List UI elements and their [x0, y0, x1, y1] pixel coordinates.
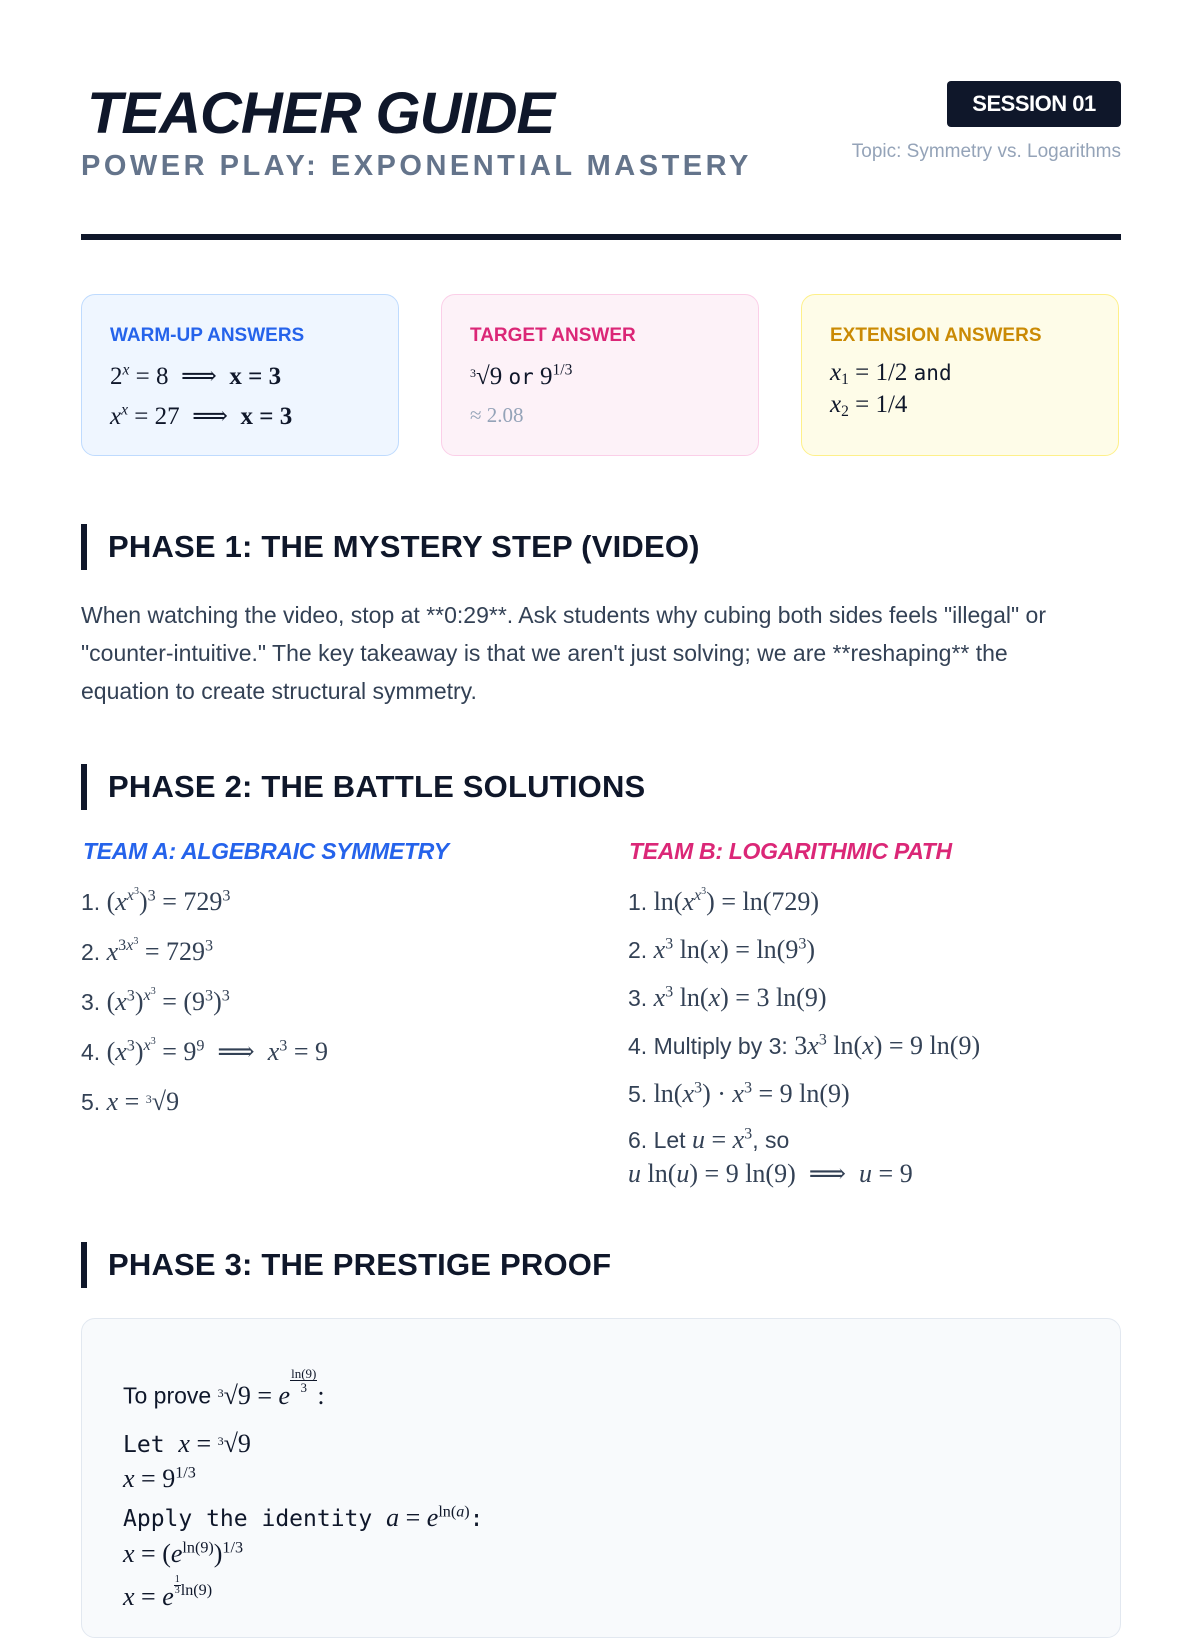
- team-b-step-2: 2. $x^3$ $\ln(x) = \ln(9^3)$: [628, 935, 816, 964]
- proof-let-label: Let: [123, 1432, 165, 1458]
- extension-answer-2: $x_2 = 1/4$: [830, 391, 908, 420]
- extension-answer-1: $x_1 = 1/2$ and: [830, 359, 952, 388]
- team-b-step-3: 3. $x^3$ ln(x) = 3 ln(9): [628, 983, 827, 1012]
- extension-answers-title: EXTENSION ANSWERS: [830, 325, 1042, 346]
- target-answer-title: TARGET ANSWER: [470, 325, 636, 346]
- team-b-step-5: 5. $\ln(x^3) \cdot x^3 = 9$ ln(9): [628, 1079, 850, 1108]
- target-answer-approx: ≈ 2.08: [470, 403, 524, 427]
- proof-line-power: $x = 9^{1/3}$: [123, 1464, 196, 1493]
- warmup-answers-title: WARM-UP ANSWERS: [110, 325, 305, 346]
- team-a-step-4: 4. $(x^3)^{x^3} = 9^9$ ⟹ $x^3 = 9$: [81, 1036, 328, 1066]
- proof-line-result: x = e $^{\frac{1}{3} ln(9)}$: [123, 1574, 213, 1611]
- team-a-step-1: 1. $(x^{x^3})^3 = 729^3$: [81, 886, 231, 916]
- topic-label: Topic: Symmetry vs. Logarithms: [851, 141, 1121, 162]
- proof-intro: To prove $^3$√9 = e $\frac{\ln(9)}{3}$ :: [123, 1366, 325, 1410]
- warmup-answer-2: $x^x = 27$ ⟹ x = 3: [110, 401, 293, 430]
- page-subtitle: POWER PLAY: EXPONENTIAL MASTERY: [81, 150, 752, 182]
- proof-line-identity: Apply the identity $a = e^{ln(a)}$:: [123, 1503, 484, 1532]
- proof-intro-label: To prove: [123, 1382, 212, 1409]
- proof-apply-label: Apply the identity: [123, 1506, 373, 1532]
- phase1-paragraph: When watching the video, stop at **0:29**. Ask students why cubing both sides feels "illegal" or "counter-intuitive." The key takeaway is that we aren't just solving; we are **reshaping** the equation to create structural symmetry.: [81, 602, 1047, 704]
- team-a-step-5: 5. x = $^3$√9: [81, 1087, 180, 1116]
- team-b-step-1: 1. $\ln(x^{x^3}) = \ln(729)$: [628, 886, 820, 916]
- team-b-step-6-cont: u ln(u) = 9 ln(9) ⟹ u = 9: [628, 1159, 913, 1188]
- warmup-answer-1: $2^x = 8$ ⟹ x = 3: [110, 361, 282, 390]
- team-a-title: TEAM A: ALGEBRAIC SYMMETRY: [83, 838, 449, 864]
- target-answer-value: $^3$√9 or $9^{1/3}$: [470, 361, 573, 390]
- team-a-step-2: 2. $x^{3x^3} = 729^3$: [81, 936, 214, 966]
- header-divider: [81, 234, 1121, 240]
- team-b-step-4: 4. Multiply by 3: $3x^3$ ln(x) = 9 ln(9): [628, 1031, 981, 1060]
- session-badge: SESSION 01: [947, 81, 1121, 127]
- prestige-proof-box: [81, 1318, 1121, 1638]
- proof-line-substitute: $x = (e^{ln(9)})^{1/3}$: [123, 1539, 244, 1568]
- team-b-step-6: 6. Let $u = x^3$, so: [628, 1125, 790, 1154]
- warmup-answers-card: [81, 294, 399, 456]
- extension-answers-card: [801, 294, 1119, 456]
- proof-line-let: Let x = $^3$√9: [123, 1429, 251, 1458]
- target-answer-card: [441, 294, 759, 456]
- phase1-heading: PHASE 1: THE MYSTERY STEP (VIDEO): [81, 524, 700, 570]
- team-a-step-3: 3. $(x^3)^{x^3} = (9^3)^3$: [81, 986, 230, 1016]
- phase2-heading: PHASE 2: THE BATTLE SOLUTIONS: [81, 764, 645, 810]
- page-title: TEACHER GUIDE: [87, 81, 555, 146]
- team-b-title: TEAM B: LOGARITHMIC PATH: [629, 838, 952, 864]
- phase3-heading: PHASE 3: THE PRESTIGE PROOF: [81, 1242, 611, 1288]
